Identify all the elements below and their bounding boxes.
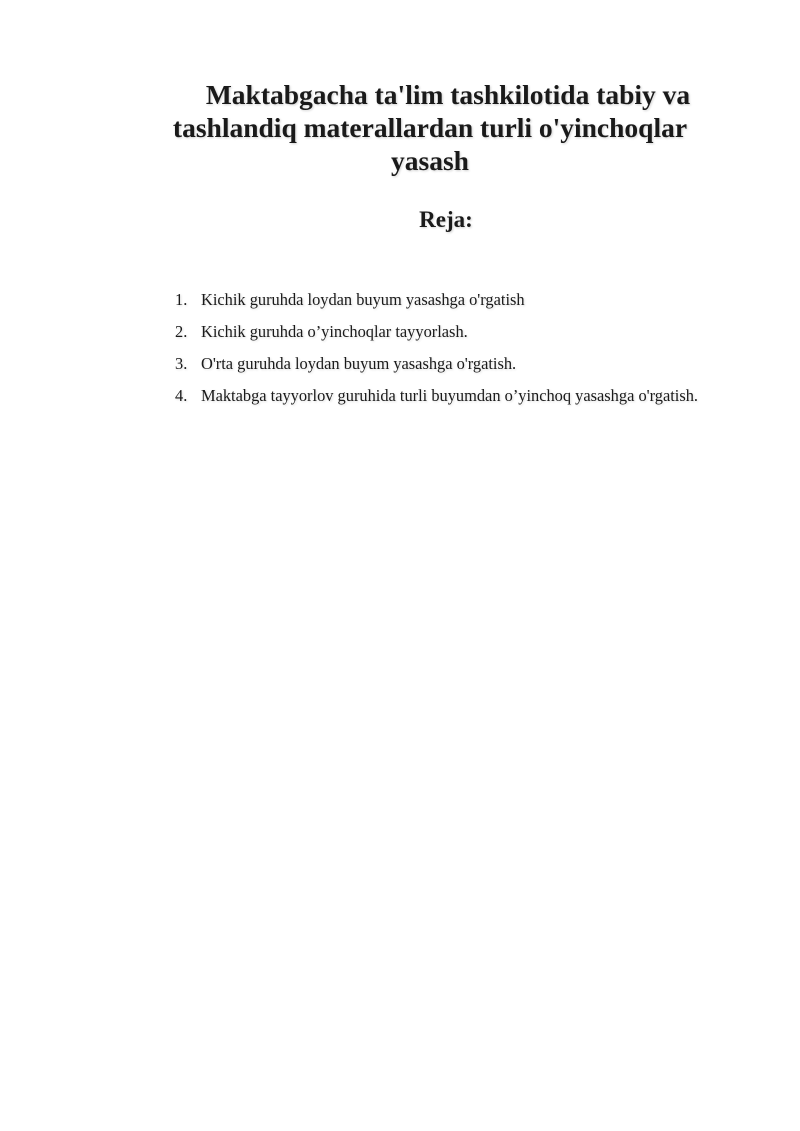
title-line-3: yasash bbox=[391, 145, 469, 176]
plan-item-text: Maktabga tayyorlov guruhida turli buyumdan o’yinchoq yasashga o'rgatish. bbox=[201, 386, 699, 405]
plan-item-2 bbox=[158, 316, 742, 348]
plan-item-number: 4. bbox=[175, 386, 188, 405]
title-line-1: Maktabgacha ta'lim tashkilotida tabiy va bbox=[205, 79, 691, 110]
plan-item-1 bbox=[158, 284, 742, 316]
plan-item-number: 3. bbox=[175, 354, 188, 373]
plan-item-number: 1. bbox=[175, 290, 188, 309]
plan-item-text: Kichik guruhda loydan buyum yasashga o'rgatish bbox=[201, 290, 525, 309]
plan-item-text: Kichik guruhda o’yinchoqlar tayyorlash. bbox=[201, 322, 468, 341]
plan-list bbox=[158, 284, 742, 412]
plan-item-text: O'rta guruhda loydan buyum yasashga o'rgatish. bbox=[201, 354, 517, 373]
plan-heading: Reja: bbox=[419, 207, 473, 232]
document-title bbox=[140, 78, 720, 177]
title-line-2: tashlandiq materallardan turli o'yinchoqlar bbox=[172, 112, 688, 143]
plan-item-number: 2. bbox=[175, 322, 188, 341]
plan-item-3 bbox=[158, 348, 742, 380]
plan-item-4 bbox=[158, 380, 742, 412]
